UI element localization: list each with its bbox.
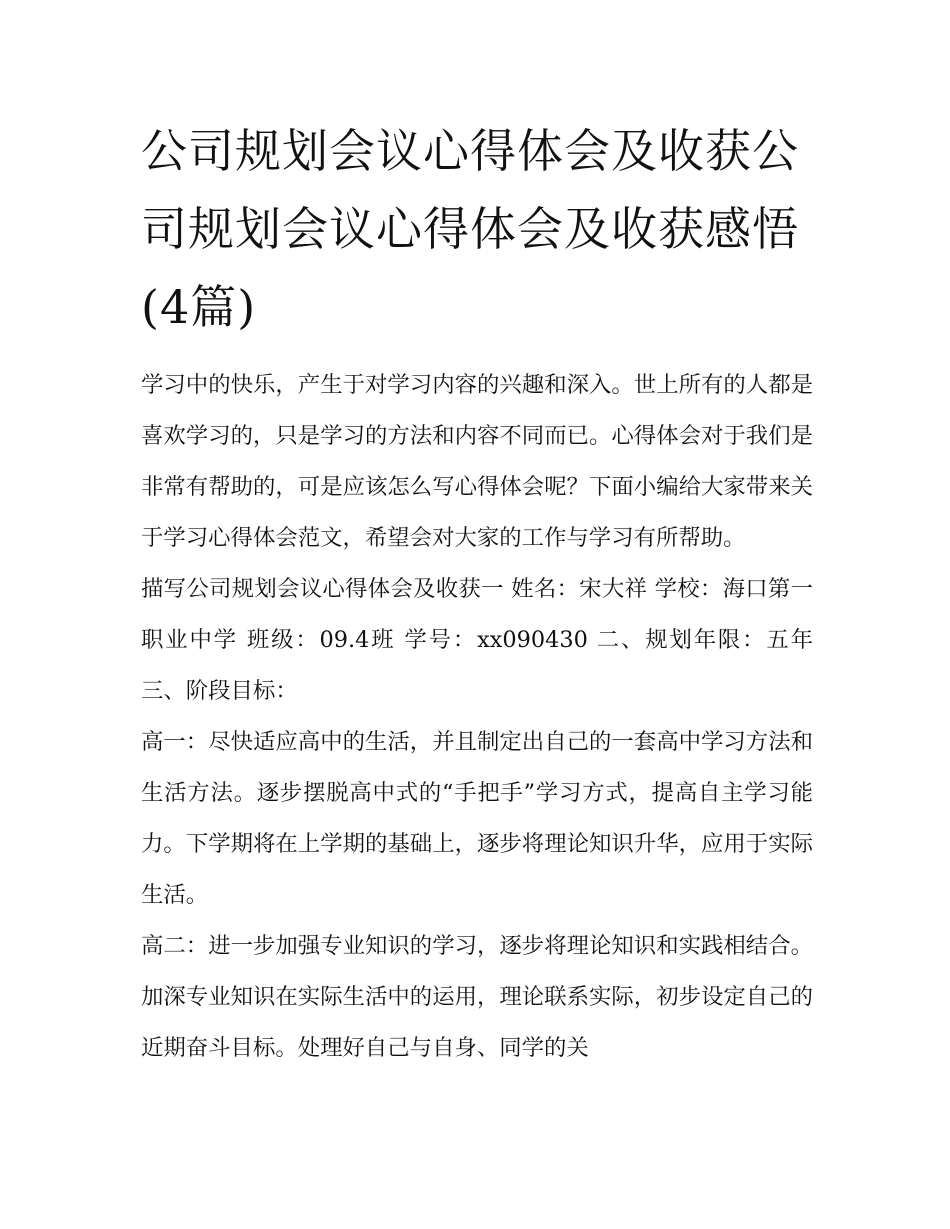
- document-content: [141, 112, 813, 1074]
- student-info-paragraph: 描写公司规划会议心得体会及收获一 姓名：宋大祥 学校：海口第一职业中学 班级：09.4班 学号：xx090430 二、规划年限：五年 三、阶段目标：: [141, 576, 813, 704]
- document-title: 公司规划会议心得体会及收获公司规划会议心得体会及收获感悟(4篇): [141, 124, 799, 334]
- grade-one-goal-paragraph: 高一：尽快适应高中的生活，并且制定出自己的一套高中学习方法和生活方法。逐步摆脱高中式的“手把手”学习方式，提高自主学习能力。下学期将在上学期的基础上，逐步将理论知识升华，应用于实际生活。: [141, 729, 813, 908]
- grade-two-goal-paragraph: 高二：进一步加强专业知识的学习，逐步将理论知识和实践相结合。加深专业知识在实际生活中的运用，理论联系实际，初步设定自己的近期奋斗目标。处理好自己与自身、同学的关: [141, 933, 813, 1061]
- intro-paragraph: 学习中的快乐，产生于对学习内容的兴趣和深入。世上所有的人都是喜欢学习的，只是学习的方法和内容不同而已。心得体会对于我们是非常有帮助的，可是应该怎么写心得体会呢？下面小编给大家带来关于学习心得体会范文，希望会对大家的工作与学习有所帮助。: [141, 372, 813, 551]
